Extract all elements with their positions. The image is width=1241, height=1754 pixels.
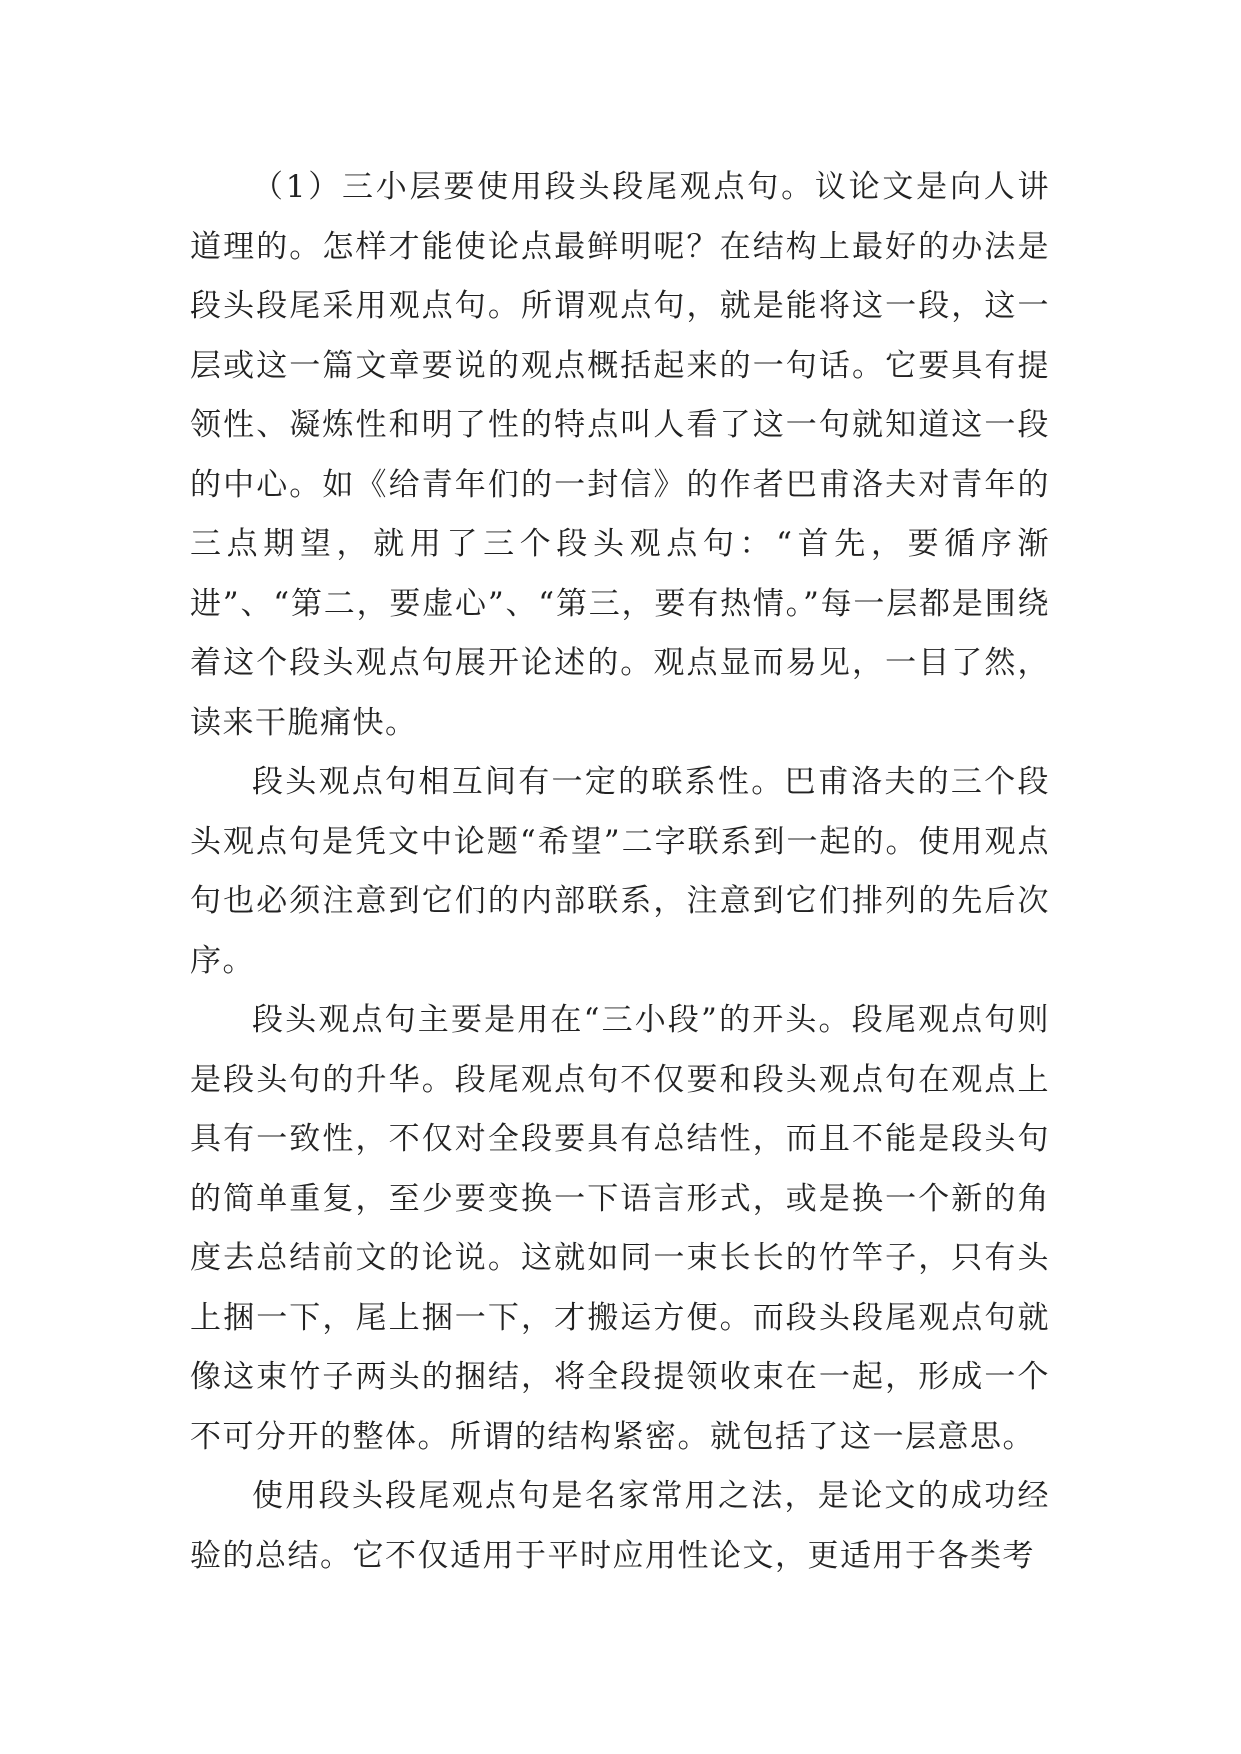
paragraph-4: 使用段头段尾观点句是名家常用之法，是论文的成功经验的总结。它不仅适用于平时应用性论文，更适用于各类考 [190,1478,1050,1574]
paragraph-3: 段头观点句主要是用在“三小段”的开头。段尾观点句则是段头句的升华。段尾观点句不仅要和段头观点句在观点上具有一致性，不仅对全段要具有总结性，而且不能是段头句的简单重复，至少要变换一下语言形式，或是换一个新的角度去总结前文的论说。这就如同一束长长的竹竿子，只有头上捆一下，尾上捆一下，才搬运方便。而段头段尾观点句就像这束竹子两头的捆结，将全段提领收束在一起，形成一个不可分开的整体。所谓的结构紧密。就包括了这一层意思。 [190,1002,1050,1455]
document-body [190,158,1050,1586]
paragraph-2: 段头观点句相互间有一定的联系性。巴甫洛夫的三个段头观点句是凭文中论题“希望”二字联系到一起的。使用观点句也必须注意到它们的内部联系，注意到它们排列的先后次序。 [190,764,1050,979]
paragraph-1: （1）三小层要使用段头段尾观点句。议论文是向人讲道理的。怎样才能使论点最鲜明呢？在结构上最好的办法是段头段尾采用观点句。所谓观点句，就是能将这一段，这一层或这一篇文章要说的观点概括起来的一句话。它要具有提领性、凝炼性和明了性的特点叫人看了这一句就知道这一段的中心。如《给青年们的一封信》的作者巴甫洛夫对青年的三点期望，就用了三个段头观点句：“首先，要循序渐进”、“第二，要虚心”、“第三，要有热情。”每一层都是围绕着这个段头观点句展开论述的。观点显而易见，一目了然，读来干脆痛快。 [190,169,1050,741]
